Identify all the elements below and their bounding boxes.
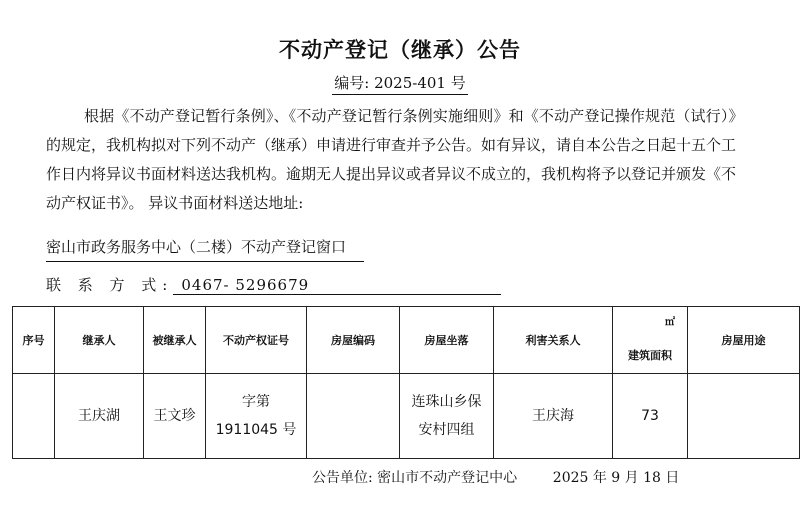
inheritance-table [12, 306, 800, 459]
header-seq: 序号 [13, 307, 55, 374]
header-house-code: 房屋编码 [307, 307, 400, 374]
submission-address: 密山市政务服务中心（二楼）不动产登记窗口 [46, 236, 364, 262]
cell-location: 连珠山乡保安村四组 [400, 374, 494, 459]
notice-body: 根据《不动产登记暂行条例》、《不动产登记暂行条例实施细则》和《不动产登记操作规范（试行）》的规定，我机构拟对下列不动产（继承）申请进行审查并予公告。如有异议，请自本公告之日起十五个工作日内将异议书面材料送达我机构。逾期无人提出异议或者异议不成立的，我机构将予以登记并颁发《不动产权证书》。 异议书面材料送达地址: [46, 107, 737, 212]
header-location: 房屋坐落 [400, 307, 494, 374]
contact-label: 联 系 方 式: [46, 276, 174, 294]
cell-usage [688, 374, 800, 459]
header-interested-party: 利害关系人 [494, 307, 613, 374]
cell-house-code [307, 374, 400, 459]
header-heir: 继承人 [55, 307, 144, 374]
area-label: 建筑面积 [628, 349, 672, 362]
issuer-label: 公告单位: [312, 470, 373, 486]
notice-title: 不动产登记（继承）公告 [279, 37, 521, 62]
footer [312, 467, 679, 487]
header-decedent: 被继承人 [144, 307, 206, 374]
document-number-text: 编号: 2025-401 号 [332, 74, 467, 95]
cell-cert-no: 字第 1911045 号 [206, 374, 307, 459]
header-area [613, 307, 688, 374]
table-header-row [13, 307, 800, 374]
cell-decedent: 王文珍 [144, 374, 206, 459]
area-unit: ㎡ [665, 317, 675, 328]
header-cert-no: 不动产权证号 [206, 307, 307, 374]
document-number [0, 72, 800, 93]
cell-heir: 王庆湖 [55, 374, 144, 459]
table-row [13, 374, 800, 459]
cell-area: 73 [613, 374, 688, 459]
notice-date: 2025 年 9 月 18 日 [552, 470, 680, 486]
contact-line [46, 274, 501, 295]
header-usage: 房屋用途 [688, 307, 800, 374]
cell-interested-party: 王庆海 [494, 374, 613, 459]
issuer-name: 密山市不动产登记中心 [377, 470, 518, 486]
contact-phone: 0467- 5296679 [173, 276, 501, 295]
cell-seq [13, 374, 55, 459]
